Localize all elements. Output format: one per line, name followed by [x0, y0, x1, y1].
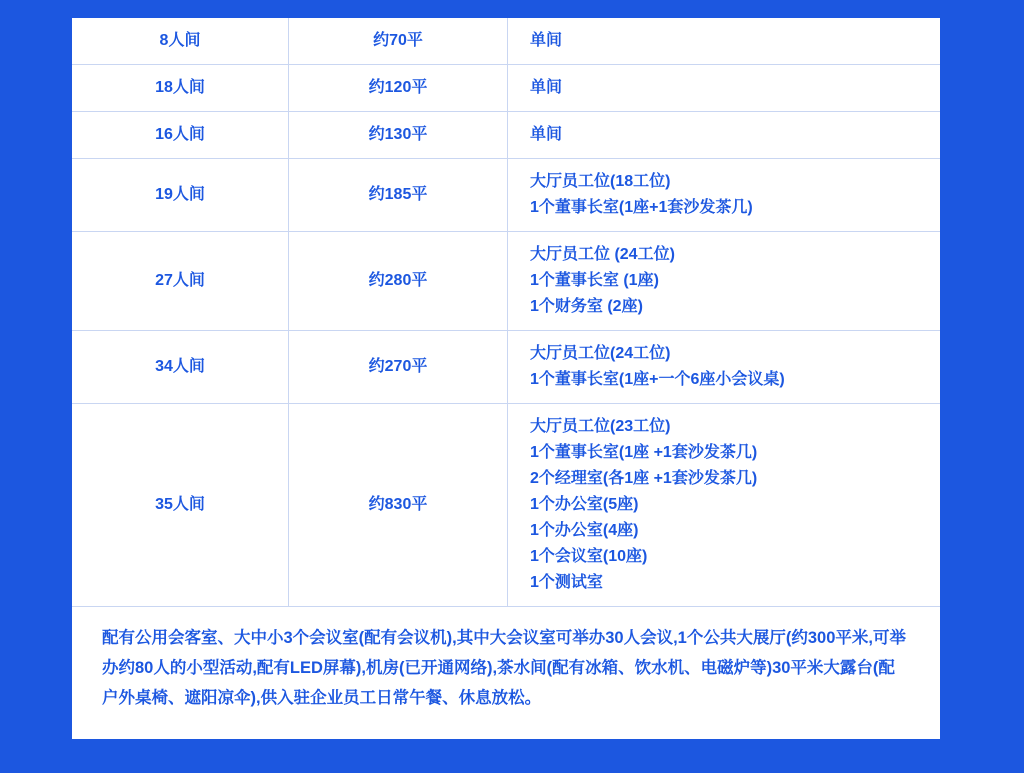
room-area-cell: 约130平: [289, 112, 508, 159]
room-name-cell: 16人间: [72, 112, 289, 159]
layout-line: 1个董事长室(1座+1套沙发茶几): [530, 199, 753, 216]
room-name-cell: 19人间: [72, 159, 289, 232]
layout-line: 1个董事长室(1座 +1套沙发茶几): [530, 444, 758, 461]
room-layout-cell: [508, 404, 941, 607]
room-area-cell: 约280平: [289, 232, 508, 331]
facility-note-text: 配有公用会客室、大中小3个会议室(配有会议机),其中大会议室可举办30人会议,1个公共大展厅(约300平米,可举办约80人的小型活动,配有LED屏幕),机房(已开通网络),茶水间(配有冰箱、饮水机、电磁炉等)30平米大露台(配户外桌椅、遮阳凉伞),供入驻企业员工日常午餐、休息放松。: [102, 629, 906, 707]
table-body: [72, 18, 940, 607]
info-card: [72, 18, 940, 739]
layout-line: 单间: [530, 79, 563, 96]
room-layout-cell: [508, 18, 941, 65]
room-area-cell: 约270平: [289, 331, 508, 404]
facility-note: [72, 607, 940, 739]
table-row: [72, 159, 940, 232]
layout-line: 2个经理室(各1座 +1套沙发茶几): [530, 470, 758, 487]
room-name-cell: 35人间: [72, 404, 289, 607]
room-layout-cell: [508, 232, 941, 331]
room-layout-cell: [508, 331, 941, 404]
room-spec-table: [72, 18, 940, 607]
layout-line: 大厅员工位(23工位): [530, 418, 671, 435]
table-row: [72, 331, 940, 404]
room-name-cell: 18人间: [72, 65, 289, 112]
room-area-cell: 约70平: [289, 18, 508, 65]
layout-line: 1个财务室 (2座): [530, 298, 643, 315]
room-name-cell: 27人间: [72, 232, 289, 331]
layout-line: 大厅员工位 (24工位): [530, 246, 675, 263]
room-layout-cell: [508, 159, 941, 232]
table-row: [72, 65, 940, 112]
room-layout-cell: [508, 65, 941, 112]
layout-line: 1个董事长室(1座+一个6座小会议桌): [530, 371, 785, 388]
layout-line: 1个董事长室 (1座): [530, 272, 659, 289]
layout-line: 单间: [530, 32, 563, 49]
table-row: [72, 18, 940, 65]
layout-line: 1个测试室: [530, 574, 603, 591]
room-name-cell: 34人间: [72, 331, 289, 404]
layout-line: 1个办公室(5座): [530, 496, 639, 513]
room-area-cell: 约830平: [289, 404, 508, 607]
table-row: [72, 404, 940, 607]
layout-line: 1个会议室(10座): [530, 548, 648, 565]
room-area-cell: 约185平: [289, 159, 508, 232]
table-row: [72, 232, 940, 331]
table-row: [72, 112, 940, 159]
layout-line: 单间: [530, 126, 563, 143]
room-name-cell: 8人间: [72, 18, 289, 65]
layout-line: 大厅员工位(24工位): [530, 345, 671, 362]
layout-line: 1个办公室(4座): [530, 522, 639, 539]
room-layout-cell: [508, 112, 941, 159]
room-area-cell: 约120平: [289, 65, 508, 112]
layout-line: 大厅员工位(18工位): [530, 173, 671, 190]
